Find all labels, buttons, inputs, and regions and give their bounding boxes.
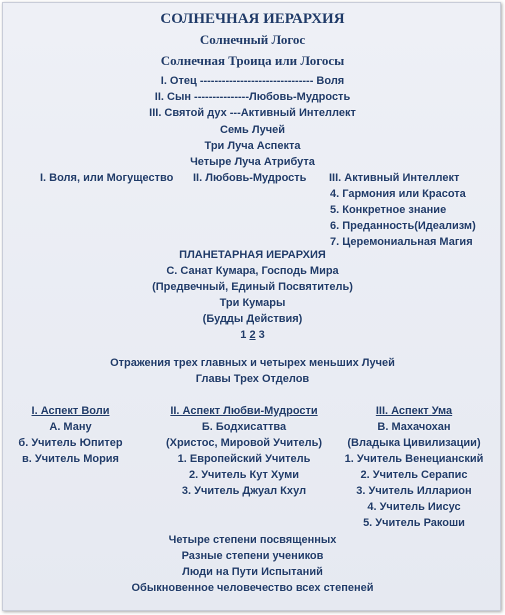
ray-7: 7. Церемониальная Магия [330,236,473,248]
reflections-line: Отражения трех главных и четырех меньших Лучей [110,357,395,369]
ray-3: III. Активный Интеллект [329,172,460,184]
ray-1: I. Воля, или Могущество [40,172,174,184]
ray-5: 5. Конкретное знание [330,204,447,216]
diagram-title: СОЛНЕЧНАЯ ИЕРАРХИЯ [160,11,345,27]
column-item: Б. Бодхисаттва [201,421,287,433]
probationary-path-line: Люди на Пути Испытаний [182,566,323,578]
trinity-son: II. Сын ---------------Любовь-Мудрость [154,91,351,103]
kumara-number: 1 [240,329,247,341]
planetary-hierarchy-title: ПЛАНЕТАРНАЯ ИЕРАРХИЯ [179,249,326,261]
solar-logos-heading: Солнечный Логос [199,32,306,47]
column-item: 3. Учитель Илларион [356,485,472,497]
love-wisdom-aspect-header: II. Аспект Любви-Мудрости [170,405,318,417]
buddhas-of-activity-line: (Будды Действия) [202,313,303,325]
column-item: 5. Учитель Ракоши [363,517,465,529]
column-item: б. Учитель Юпитер [18,437,123,449]
love-wisdom-aspect-column [160,404,328,498]
three-kumaras-line: Три Кумары [219,297,286,309]
column-item: 3. Учитель Джуал Кхул [181,485,307,497]
column-item: В. Махачохан [377,421,451,433]
column-item: А. Ману [49,421,92,433]
kumara-number: 2 [249,329,256,341]
trinity-father: I. Отец ------------------------------- Воля [160,75,345,87]
aspect-rays-label: Три Луча Аспекта [204,140,301,152]
kumara-numbers [0,328,505,342]
department-heads-line: Главы Трех Отделов [195,373,310,385]
column-item: 2. Учитель Серапис [360,469,468,481]
trinity-holy-spirit: III. Святой дух ---Активный Интеллект [149,107,356,119]
sanat-kumara-line: С. Санат Кумара, Господь Мира [166,265,339,277]
disciples-line: Разные степени учеников [181,550,324,562]
ray-6: 6. Преданность(Идеализм) [330,220,476,232]
will-aspect-header: I. Аспект Воли [31,405,110,417]
mind-aspect-header: III. Аспект Ума [375,405,453,417]
ordinary-humanity-line: Обыкновенное человечество всех степеней [131,582,374,594]
kumara-number: 3 [258,329,265,341]
column-item: 1. Европейский Учитель [177,453,311,465]
column-item: в. Учитель Мория [22,453,119,465]
solar-trinity-heading: Солнечная Троица или Логосы [160,53,345,68]
ray-2: II. Любовь-Мудрость [193,172,307,184]
seven-rays-label: Семь Лучей [220,124,285,136]
attribute-rays-label: Четыре Луча Атрибута [190,156,315,168]
column-item: 4. Учитель Иисус [367,501,461,513]
mind-aspect-column [336,404,492,530]
column-item: (Христос, Мировой Учитель) [165,437,323,449]
ray-4: 4. Гармония или Красота [330,188,466,200]
column-item: (Владыка Цивилизации) [347,437,481,449]
will-aspect-column [8,404,133,466]
column-item: 1. Учитель Венецианский [344,453,484,465]
column-item: 2. Учитель Кут Хуми [188,469,299,481]
initiates-line: Четыре степени посвященных [168,534,337,546]
initiator-line: (Предвечный, Единый Посвятитель) [152,281,353,293]
